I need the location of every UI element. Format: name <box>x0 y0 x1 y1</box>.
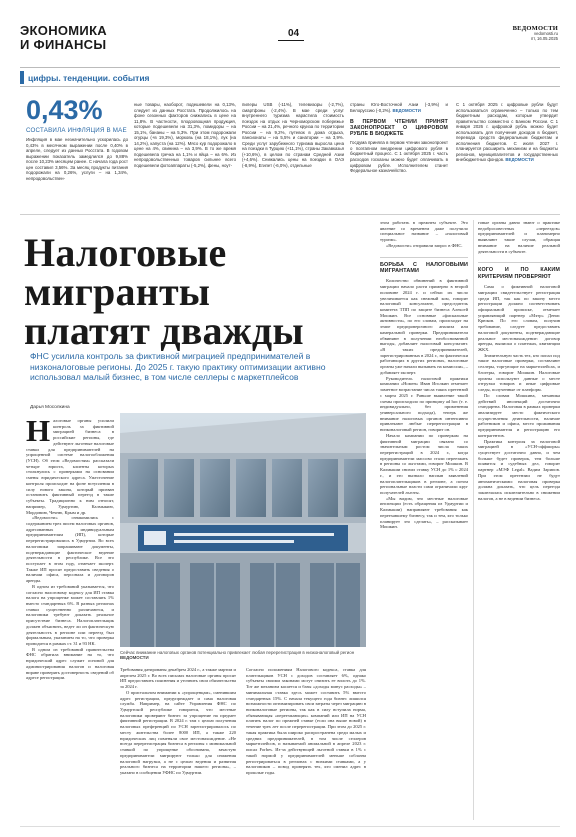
news-column-2 <box>134 102 236 169</box>
article-col5-body-p3: По словам Мошкина, механика действий инспекций достаточно стандартна. Налоговая в рамках проверки анализирует место фактического осуществления деятельности, наличие работников и офиса, место проживания предпринимателя и регистрацию его контрагентов. <box>478 392 560 438</box>
news-headline-digital-ruble: В ПЕРВОМ ЧТЕНИИ ПРИНЯТ ЗАКОНОПРОЕКТ О ЦИФРОВОМ РУБЛЕ В БЮДЖЕТЕ <box>350 119 448 138</box>
article-subhead-fight: БОРЬБА С НАЛОГОВЫМИ МИГРАНТАМИ <box>380 257 468 275</box>
news-column-3 <box>242 102 344 169</box>
page-bottom-rule <box>20 826 560 827</box>
article-column-3 <box>246 667 366 822</box>
news-column-2-text: ные товары, наоборот, подешевели на 0,13%, следует из данных Росстата. Продолжилось на фоне сезонных факторов снижались в цене на 11,8%. В частности, плодоовощная продукция, которые подешевели на 31,3%, помидоры – на 15,1%, бананы – на 5,3%. При этом подорожали огурцы (+в 19,3%), морковь (на 18,1%), лук (на 14,2%), капуста (на 12%). Мясо кур подорожало в цене на 4%, свинина – на 3,9%. В то же время подешевела гречка на 1,1% и яйца – на 6%. Из непродовольственных товаров сильнее всего подешевели фотоаппараты (-5,2%), фены, ноут- <box>134 102 236 169</box>
article-col4-body-p1: Количество обвинений в фиктивной миграции начало расти примерно в второй половине 2024 г. и сейчас их число увеличивается как снежный ком, говорит налоговый консультант, председатель комитета ТПП по защите бизнеса Алексей Мошкин. Все основные «фискальные активности», по его словам, происходят на этапе предпроверочного анализа или камеральной проверки. Предприниматели обвиняют в получении необоснованной выгоды, добавляет налоговый консультант. «В таких предпринимателей, зарегистрированных в 2024 г., но фактически работающих в других регионах, налоговые органы уже начали вызывать на комиссии», – добавляет эксперт. <box>380 278 468 375</box>
article-col2-p2: О пристальном внимании к «упрощенцам», сменившим адрес регистрации, предупреждает и сама налоговая служба. Например, на сайте Управления ФНС по Удмуртской республике говорится, что местные налоговики проверяют бизнес за упрощение на предмет фиктивной регистрации. В 2024 г. там с целью получения налоговых преференций по УСН зарегистрировалось по месту жительства более 8000 ИП, а также 220 юридических лиц поменяли свое местонахождение. «Не всегда перерегистрация бизнеса в регионы с минимальной ставкой по упрощенке обоснована, зачастую предприниматели мигрируют только для снижения налоговой нагрузки, а не с целью ведения и развития реального бизнеса на территории нашего региона», – указано в сообщении УФНС по Удмуртии. <box>120 689 236 775</box>
masthead-logo: ВЕДОМОСТИ <box>512 25 558 32</box>
page-number: 04 <box>288 28 300 39</box>
rubric-top-rule <box>20 67 560 68</box>
rubric-bottom-rule <box>20 86 560 87</box>
article-col4-p1: этом работать в прежнем субъекте. Это явление со временем даже получило специальное название – «налоговый туризм». <box>380 220 468 243</box>
article-column-5-body <box>478 284 560 501</box>
article-col5-body-p2: Значительную часть тех, кто попал под такие налоговые проверки, составляют селлеры, торгующие на маркетплейсах, и блогеры, говорит Мошкин. Налоговые органы используют данные о месте отгрузки товаров и иные цифровые следы, полученные от платформ. <box>478 352 560 393</box>
article-col1-p1: алоговые органы усилили контроль за фиктивной миграцией бизнеса в российские регионы, где действуют льготные налоговые ставки для предпринимателей на упрощенной системе налогообложения (УСН). Об этом «Ведомостям» рассказали четыре юриста, клиенты которых столкнулись с проверками на основании смены юридического адреса. Ужесточение контроля происходит на фоне вступления в силу нового закона, который призван остановить фиктивный переезд в такие субъекты. Традиционно к ним относят, например, Удмуртию, Калмыкию, Мордовию, Чечню, Крым и др. <box>26 418 114 515</box>
article-headline <box>24 230 364 353</box>
news-column-4 <box>350 102 448 174</box>
inflation-caption: СОСТАВИЛА ИНФЛЯЦИЯ В МАЕ <box>26 127 127 134</box>
news-column-5-source: ВЕДОМОСТИ <box>505 157 534 163</box>
photo-caption <box>120 650 366 661</box>
rubric-label: цифры. тенденции. события <box>28 73 150 83</box>
article-col2-p1: Требования датированы декабрем 2024 г., а также мартом и апрелем 2025 г. Во всех письмах налоговые органы просят ИП предоставить пояснения и уточнить свои обязательства за 2024 г. <box>120 667 236 690</box>
article-column-2 <box>120 667 236 822</box>
article-lede: ФНС усилила контроль за фиктивной миграцией предпринимателей в низконалоговые регионы. До 2025 г. такую практику оптимизации активно использовал малый бизнес, в том числе селлеры с маркетплейсов <box>30 351 326 382</box>
article-col4-body-p2: Руководитель налоговой практики компании «Номен» Иван Иголкин отмечает заметное возрастание числа таких претензий с марта 2025 г. Раньше выявление такой схемы происходило по принципу ad hoc (т. е. индивидуально, без применения универсального подхода), теперь же внимание налоговых органов интенсивно привлекают любые перерегистрации в низконалоговый регион, говорит он. <box>380 375 468 433</box>
news-column-3-text: пилеры USB (-11%), телевизоры (-2,7%), смартфоны (-2,4%). В мае среди услуг внутреннего туризма нарастила стоимость поездок на отдых на Черноморском побережье России – на 21,4%, речного круиза по территории России – на 9,2%, путевок в дома отдыха, пансионаты – на 5,5% и санатории – на 3,9%. Среди услуг зарубежного туризма выросла цена на поездки в Турцию (+11,1%), страны Закавказья (+10,6%), в целом по странам Средней Азии (+4,6%). Снижались цены на поездки в ОАЭ (-8,9%), Египет (-6,0%), отдельные <box>242 102 344 169</box>
dropcap: Н <box>26 418 51 448</box>
inflation-value: 0,43% <box>26 95 103 125</box>
headline-line-3: платят дважды <box>24 308 304 353</box>
page-number-rule <box>278 40 304 41</box>
article-photo <box>120 413 366 647</box>
section-title-line1: ЭКОНОМИКА <box>20 23 107 38</box>
article-col1-p2: «Ведомости» ознакомились с содержанием трех писем налоговых органов, адресованных индивидуальным предпринимателям (ИП), которые перерегистрировались в Удмуртии. Во всех налоговики запрашивают документы, подтверждающие фактическое ведение деятельности в республике. Все это поступает в этом году, отмечает эксперт. Также ИП просят предоставить сведения о наличии офиса, персонала и договоров аренды. <box>26 515 114 584</box>
news-column-4-body: Госдума приняла в первом чтении законопроект о поэтапном внедрении цифрового рубля в бюджетный процесс. С 1 октября 2025 г. часть расходов госказны можно будет оплачивать в цифровом рубле. Исполнителем станет Федеральное казначейство. <box>350 140 448 174</box>
article-col5-body-p4: Практика контроля за налоговой миграцией в «УСН-оффшоры» существует достаточно давно, и чем больше будет проверок, тем больше появится и судебных дел, говорит партнер «МЭФ Legal» Вадим Зарипов. При этом претензии не будут автоматическими: налоговая проверка должна доказать, что цель переезда заключалась исключительно в снижении налогов, а не в ведении бизнеса. <box>478 438 560 501</box>
article-column-5 <box>478 220 560 501</box>
article-col1-p4: В одном из требований правительства ФНС обратила внимание на то, что юридический адрес служит основой для администрирования налогов и налоговая вправе проверять достоверность сведений об адресе регистрации. <box>26 646 114 681</box>
article-column-1 <box>26 418 114 822</box>
news-column-1-text: Инфляция в мае незначительно ускорилась до 0,43% в месячном выражении после 0,40% в апреле, следует из данных Росстата. В годовом выражении показатель замедлился до 9,88% после 10,23% месяцем ранее. С начала года рост цен составил 3,56%. За месяц продукты питания подорожали на 0,26%, услуги – на 1,34%, непродовольствен- <box>26 137 128 181</box>
section-title <box>20 24 107 52</box>
news-strip-divider <box>20 214 560 215</box>
news-column-4-source: ВЕДОМОСТИ <box>392 107 421 113</box>
article-col1-p3: В одном из требований указывается, что согласно налоговому кодексу для ИП ставка налога на упрощенке может составлять 1% вместо стандартных 6%. В разных регионах ставки существенно различаются, и налоговики требуют доказать реальное присутствие бизнеса. Налогоплательщик должен объяснить, ведет ли он фактическую деятельность в регионе или переезд был формальным, указанием на то, что проверка проводится в рамках ст. 31 и 93 НК. <box>26 583 114 647</box>
article-col3-p1: Согласно положениям Налогового кодекса, ставка для плательщиков УСН с доходов составляет 6%, однако субъекты своими законами могут снизить ее вплоть до 1%. Тот же механизм касается и базы «доходы минус расходы» – минимальная ставка здесь может составить 5% вместо стандартных 15%. С начала текущего года бизнес лишился возможности оптимизировать свои затраты через миграцию в низконалоговые регионы, так как в силу вступила норма, обязывающая «переезжающих» компаний или ИП на УСН платить налог по прежней ставке (если она выше новой) в течение трех лет после перерегистрации. При этом до 2025 г. такая практика была широко распространена среди малых и средних предпринимателей, в том числе селлеров маркетплейсов, и называемой аномальной в апреле 2023 г. писал Forbes. Из-за действующей льготной ставки в 1% с такой нормой у предпринимателей меньше соблазна регистрироваться в регионах с низкими ставками, а у налоговиков – повод проверять тех, кто сменил адрес в прошлые годы. <box>246 667 366 775</box>
news-column-1 <box>26 137 128 181</box>
photo-caption-text: Сейчас внимание налоговых органов потенциально привлекает любая перерегистрация в низконалоговый регион <box>120 650 355 655</box>
headline-line-2: мигранты <box>24 269 211 314</box>
masthead-issue: пт, 16.05.2025 <box>530 36 558 42</box>
article-subhead-criteria: КОГО И ПО КАКИМ КРИТЕРИЯМ ПРОВЕРЯЮТ <box>478 262 560 280</box>
news-column-5 <box>456 102 558 163</box>
article-col4-body-p4: «Мы видим, что местные налоговые инспекции (есть обращения из Удмуртии и Калмыкии) направляют требования как переехавшему бизнесу, так и тем, кто только планирует это сделать», – рассказывает Мошкин. <box>380 495 468 530</box>
article-byline: Дарья Мосолкина <box>30 405 70 410</box>
tax-office-building-illustration <box>120 413 366 647</box>
masthead-site: vedomosti.ru <box>534 31 558 37</box>
headline-line-1: Налоговые <box>24 230 227 275</box>
article-col4-body-p3: Начало кампании по проверкам на фиктивной миграции связано со значительным ростом числа таких перерегистраций в 2024 г., когда предприниматели массово стали переезжать в регионы со льготами, говорит Мошкин. В Калмыкии снизил ставку УСН до 1% с 2024 г., и это вызвало наплыв заявлений налогоплательщиков в регионе, а потом региональные власти сами ограничили круг получателей льготы. <box>380 432 468 495</box>
article-col5-body-p1: Сама о фиктивной налоговой миграции свидетельствует регистрация среди ИП, так как по закону место регистрации должно соответствовать официальной прописке, отмечает управляющий партнер «Мэтр» Денис Крюков. По его словам, получив требование, следует предоставить налоговой документы, подтверждающие реальное местонахождение: договор аренды, выписки о платежах, квитанции ЖКХ. <box>478 284 560 353</box>
rubric-marker <box>20 71 24 84</box>
column-separator <box>473 220 474 820</box>
masthead <box>513 26 558 42</box>
article-column-4-body <box>380 278 468 530</box>
section-title-line2: И ФИНАНСЫ <box>20 37 107 52</box>
article-column-4-top <box>380 220 468 530</box>
article-col4-p2: «Ведомости» отправили запрос в ФНС. <box>386 242 463 248</box>
news-column-4-text: страны Юго-Восточной Азии (-3,9%) и Белоруссию (-0,2%). <box>350 102 448 113</box>
news-column-5-text: С 1 октября 2025 г. цифровые рубли будут использоваться ограниченно – только по тем бюджетным расходам, которые утвердит правительство совместно с Банком России. С 1 января 2026 г. цифровой рубль можно будет использовать для получения доходов в бюджет, перевода средств федеральным бюджетам и исполнения бюджетов. С июля 2027 г. планируется расширить механизм и на бюджеты регионов, муниципалитетов и государственных внебюджетных фондов. <box>456 102 558 163</box>
article-col5-top: говые органы давно знают о практике недобросовестных «переездов» предпринимателей и планомерно выявляют такие случаи, обращая внимание на наличие реальной деятельности в субъекте. <box>478 220 560 254</box>
photo-credit: ВЕДОМОСТИ <box>120 655 149 661</box>
